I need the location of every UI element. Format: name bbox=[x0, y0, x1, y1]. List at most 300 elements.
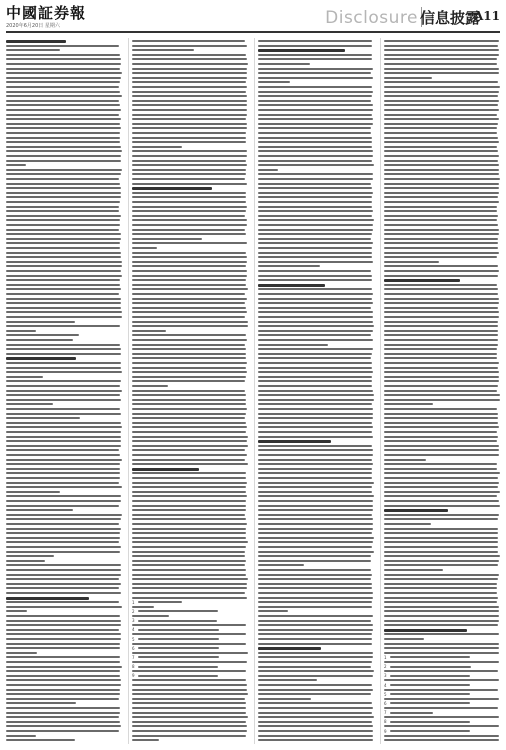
text-line bbox=[132, 739, 159, 741]
paragraph-heading bbox=[6, 597, 89, 600]
text-line bbox=[384, 569, 443, 571]
section-name-chinese: 信息披露 bbox=[419, 9, 480, 27]
text-line bbox=[132, 408, 247, 410]
text-line bbox=[132, 587, 247, 589]
text-line bbox=[384, 537, 498, 539]
text-line bbox=[6, 183, 120, 185]
text-line bbox=[384, 482, 499, 484]
text-line bbox=[258, 86, 372, 88]
text-line bbox=[390, 702, 470, 704]
text-line bbox=[132, 615, 169, 617]
text-line bbox=[6, 730, 119, 732]
text-line bbox=[384, 597, 498, 599]
newspaper-logo: 中國証券報 bbox=[6, 4, 87, 22]
text-line bbox=[132, 482, 247, 484]
text-line bbox=[384, 546, 498, 548]
text-line bbox=[384, 564, 498, 566]
text-line bbox=[258, 459, 372, 461]
text-line bbox=[132, 698, 245, 700]
text-line bbox=[384, 288, 498, 290]
text-line bbox=[6, 684, 121, 686]
text-line bbox=[258, 114, 372, 116]
text-line bbox=[132, 560, 246, 562]
text-line bbox=[6, 436, 121, 438]
text-line bbox=[6, 394, 120, 396]
text-line bbox=[6, 426, 122, 428]
text-line bbox=[132, 137, 246, 139]
text-line bbox=[384, 390, 497, 392]
text-line bbox=[384, 592, 497, 594]
text-line bbox=[258, 449, 373, 451]
text-line bbox=[132, 279, 246, 281]
text-line bbox=[258, 376, 372, 378]
text-line bbox=[132, 192, 246, 194]
text-line bbox=[6, 739, 75, 741]
text-line bbox=[6, 229, 119, 231]
text-line bbox=[384, 146, 497, 148]
text-line bbox=[132, 477, 246, 479]
text-line bbox=[258, 537, 374, 539]
text-line bbox=[132, 150, 247, 152]
text-line bbox=[258, 58, 372, 60]
text-line bbox=[390, 656, 470, 658]
text-line bbox=[384, 114, 497, 116]
text-line bbox=[6, 629, 119, 631]
text-line bbox=[384, 403, 433, 405]
text-line bbox=[138, 675, 218, 677]
text-line bbox=[258, 219, 374, 221]
text-line bbox=[132, 445, 248, 447]
text-line bbox=[384, 587, 497, 589]
text-line bbox=[6, 417, 80, 419]
text-line bbox=[258, 72, 371, 74]
text-line bbox=[6, 403, 53, 405]
text-line bbox=[132, 431, 246, 433]
text-line bbox=[6, 210, 119, 212]
text-line bbox=[258, 321, 373, 323]
text-line bbox=[132, 109, 247, 111]
text-line bbox=[132, 146, 182, 148]
text-line bbox=[258, 339, 373, 341]
text-line bbox=[132, 440, 247, 442]
issue-date: 2020年6月20日 星期六 bbox=[6, 23, 60, 29]
text-line bbox=[6, 155, 121, 157]
text-line bbox=[6, 505, 119, 507]
text-line bbox=[132, 702, 246, 704]
text-line bbox=[132, 463, 248, 465]
text-line bbox=[132, 160, 246, 162]
text-line bbox=[6, 325, 120, 327]
text-line bbox=[384, 357, 497, 359]
text-line bbox=[258, 95, 372, 97]
text-line bbox=[384, 242, 498, 244]
text-line bbox=[258, 560, 371, 562]
text-line bbox=[258, 206, 372, 208]
text-line bbox=[384, 325, 498, 327]
text-line bbox=[6, 196, 121, 198]
text-line bbox=[132, 707, 246, 709]
text-line bbox=[258, 514, 372, 516]
text-line bbox=[384, 307, 498, 309]
text-line bbox=[6, 578, 119, 580]
text-line bbox=[384, 348, 497, 350]
list-item-number: 4 bbox=[384, 682, 387, 688]
text-line bbox=[384, 445, 499, 447]
text-line bbox=[6, 735, 36, 737]
text-line bbox=[390, 693, 470, 695]
text-line bbox=[384, 514, 499, 516]
text-line bbox=[132, 77, 247, 79]
text-line bbox=[6, 569, 121, 571]
text-line bbox=[6, 620, 121, 622]
text-line bbox=[258, 54, 372, 56]
text-line bbox=[258, 353, 372, 355]
text-line bbox=[258, 482, 374, 484]
text-line bbox=[6, 247, 120, 249]
text-line bbox=[384, 362, 499, 364]
text-line bbox=[390, 666, 471, 668]
text-line bbox=[132, 376, 246, 378]
text-line bbox=[384, 339, 498, 341]
text-line bbox=[258, 265, 320, 267]
text-line bbox=[132, 63, 248, 65]
text-line bbox=[384, 620, 499, 622]
text-line bbox=[6, 574, 121, 576]
text-line bbox=[138, 620, 217, 622]
text-line bbox=[132, 58, 247, 60]
text-line bbox=[384, 81, 498, 83]
text-line bbox=[6, 555, 54, 557]
text-line bbox=[384, 647, 499, 649]
text-line bbox=[6, 353, 121, 355]
text-line bbox=[384, 316, 499, 318]
text-line bbox=[132, 247, 157, 249]
text-line bbox=[258, 670, 374, 672]
text-line bbox=[6, 390, 122, 392]
text-line bbox=[6, 284, 120, 286]
section-name-english: Disclosure bbox=[325, 8, 418, 28]
text-line bbox=[258, 477, 372, 479]
text-line bbox=[384, 344, 498, 346]
text-line bbox=[258, 261, 373, 263]
text-line bbox=[384, 560, 499, 562]
text-line bbox=[6, 385, 120, 387]
list-item-number: 5 bbox=[384, 691, 387, 697]
text-line bbox=[132, 449, 245, 451]
text-line bbox=[258, 132, 371, 134]
text-line bbox=[132, 104, 247, 106]
text-line bbox=[6, 399, 121, 401]
text-line bbox=[6, 72, 122, 74]
text-line bbox=[258, 500, 373, 502]
text-line bbox=[6, 137, 120, 139]
text-line bbox=[6, 330, 36, 332]
text-line bbox=[6, 380, 121, 382]
text-line bbox=[132, 730, 247, 732]
text-line bbox=[258, 587, 372, 589]
text-line bbox=[384, 178, 500, 180]
text-line bbox=[6, 670, 120, 672]
text-line bbox=[258, 583, 372, 585]
text-line bbox=[384, 247, 498, 249]
text-line bbox=[6, 638, 121, 640]
text-line bbox=[6, 652, 37, 654]
text-line bbox=[6, 132, 120, 134]
text-line bbox=[132, 486, 246, 488]
text-line bbox=[258, 238, 371, 240]
text-line bbox=[6, 316, 122, 318]
text-line bbox=[384, 652, 499, 654]
text-line bbox=[132, 661, 247, 663]
text-line bbox=[258, 739, 373, 741]
text-line bbox=[384, 454, 499, 456]
list-item-number: 2 bbox=[132, 608, 135, 614]
text-line bbox=[6, 413, 121, 415]
paragraph-heading bbox=[258, 284, 325, 287]
text-line bbox=[132, 436, 248, 438]
text-line bbox=[384, 643, 499, 645]
text-line bbox=[132, 735, 246, 737]
text-line bbox=[384, 219, 497, 221]
text-line bbox=[132, 532, 246, 534]
text-line bbox=[6, 109, 121, 111]
text-line bbox=[258, 150, 373, 152]
text-line bbox=[258, 127, 371, 129]
text-line bbox=[6, 265, 122, 267]
text-line bbox=[6, 472, 120, 474]
text-line bbox=[258, 371, 373, 373]
text-line bbox=[258, 279, 372, 281]
text-line bbox=[132, 242, 247, 244]
text-line bbox=[6, 63, 121, 65]
text-line bbox=[132, 564, 245, 566]
text-line bbox=[132, 679, 246, 681]
text-line bbox=[258, 712, 372, 714]
paragraph-heading bbox=[384, 279, 460, 282]
text-line bbox=[6, 693, 120, 695]
text-line bbox=[384, 624, 498, 626]
text-line bbox=[384, 551, 498, 553]
text-line bbox=[132, 472, 246, 474]
text-line bbox=[258, 316, 373, 318]
text-line bbox=[258, 445, 372, 447]
text-line bbox=[258, 620, 371, 622]
text-line bbox=[384, 491, 500, 493]
text-line bbox=[6, 344, 120, 346]
text-line bbox=[384, 104, 498, 106]
text-line bbox=[384, 311, 499, 313]
text-line bbox=[384, 399, 500, 401]
text-line bbox=[384, 679, 499, 681]
text-line bbox=[258, 270, 371, 272]
text-line bbox=[6, 104, 120, 106]
text-line bbox=[258, 146, 372, 148]
text-line bbox=[384, 422, 498, 424]
text-line bbox=[132, 68, 247, 70]
text-line bbox=[258, 380, 372, 382]
text-line bbox=[6, 643, 120, 645]
text-line bbox=[132, 426, 247, 428]
text-line bbox=[132, 541, 248, 543]
text-line bbox=[132, 385, 168, 387]
text-line bbox=[384, 707, 498, 709]
text-line bbox=[384, 716, 499, 718]
text-line bbox=[132, 574, 246, 576]
text-line bbox=[132, 206, 247, 208]
list-item-number: 7 bbox=[132, 654, 135, 660]
text-line bbox=[258, 689, 373, 691]
text-line bbox=[258, 275, 372, 277]
text-line bbox=[132, 334, 246, 336]
text-line bbox=[132, 422, 246, 424]
text-line bbox=[258, 597, 373, 599]
text-line bbox=[384, 187, 499, 189]
text-line bbox=[6, 601, 119, 603]
text-line bbox=[6, 702, 76, 704]
text-line bbox=[258, 666, 371, 668]
text-line bbox=[6, 321, 75, 323]
text-line bbox=[132, 606, 154, 608]
text-line bbox=[6, 518, 121, 520]
text-line bbox=[258, 463, 373, 465]
text-line bbox=[384, 164, 499, 166]
text-line bbox=[6, 141, 120, 143]
text-line bbox=[6, 459, 122, 461]
text-line bbox=[6, 592, 121, 594]
text-line bbox=[384, 615, 499, 617]
column-divider bbox=[254, 38, 255, 744]
text-line bbox=[132, 72, 247, 74]
paragraph-heading bbox=[6, 40, 66, 43]
text-line bbox=[384, 95, 498, 97]
text-line bbox=[384, 408, 497, 410]
text-line bbox=[6, 150, 122, 152]
text-line bbox=[384, 275, 498, 277]
list-item-number: 7 bbox=[384, 710, 387, 716]
text-line bbox=[258, 137, 372, 139]
text-line bbox=[132, 288, 248, 290]
text-line bbox=[258, 210, 373, 212]
text-line bbox=[258, 40, 372, 42]
text-line bbox=[132, 311, 247, 313]
text-line bbox=[384, 261, 439, 263]
text-line bbox=[6, 219, 120, 221]
text-line bbox=[258, 173, 373, 175]
list-item-number: 2 bbox=[384, 664, 387, 670]
text-line bbox=[258, 399, 374, 401]
text-line bbox=[384, 698, 499, 700]
text-line bbox=[258, 68, 373, 70]
list-item-number: 1 bbox=[132, 599, 135, 605]
text-line bbox=[132, 362, 247, 364]
text-line bbox=[384, 486, 498, 488]
text-line bbox=[6, 201, 120, 203]
text-line bbox=[258, 357, 371, 359]
text-line bbox=[6, 454, 120, 456]
text-line bbox=[132, 495, 247, 497]
text-line bbox=[138, 656, 219, 658]
text-line bbox=[132, 670, 246, 672]
text-line bbox=[6, 123, 120, 125]
text-line bbox=[132, 459, 245, 461]
text-line bbox=[384, 532, 498, 534]
text-line bbox=[132, 293, 245, 295]
text-line bbox=[384, 155, 499, 157]
text-line bbox=[6, 58, 121, 60]
text-line bbox=[6, 86, 119, 88]
text-line bbox=[6, 661, 120, 663]
text-line bbox=[384, 77, 432, 79]
text-line bbox=[258, 413, 373, 415]
text-line bbox=[6, 334, 79, 336]
text-line bbox=[258, 638, 372, 640]
text-line bbox=[132, 569, 246, 571]
text-line bbox=[384, 49, 499, 51]
list-item-number: 5 bbox=[132, 636, 135, 642]
paragraph-heading bbox=[132, 187, 212, 190]
text-line bbox=[132, 229, 245, 231]
text-line bbox=[6, 647, 120, 649]
text-line bbox=[132, 725, 247, 727]
text-line bbox=[258, 491, 372, 493]
text-line bbox=[384, 541, 498, 543]
text-line bbox=[6, 482, 119, 484]
text-line bbox=[390, 712, 433, 714]
text-line bbox=[258, 569, 371, 571]
text-line bbox=[258, 698, 311, 700]
text-line bbox=[6, 666, 122, 668]
text-line bbox=[258, 417, 373, 419]
text-line bbox=[258, 233, 372, 235]
text-line bbox=[132, 491, 246, 493]
text-line bbox=[258, 707, 373, 709]
text-line bbox=[384, 555, 500, 557]
text-line bbox=[132, 210, 246, 212]
text-line bbox=[384, 601, 497, 603]
text-line bbox=[132, 100, 247, 102]
text-line bbox=[384, 735, 499, 737]
text-line bbox=[258, 523, 373, 525]
text-line bbox=[132, 403, 246, 405]
text-line bbox=[6, 288, 121, 290]
text-line bbox=[132, 721, 246, 723]
text-line bbox=[384, 426, 499, 428]
text-line bbox=[6, 707, 120, 709]
text-line bbox=[132, 252, 246, 254]
text-line bbox=[132, 330, 166, 332]
text-line bbox=[132, 689, 247, 691]
text-line bbox=[258, 348, 373, 350]
text-line bbox=[384, 206, 497, 208]
text-line bbox=[132, 233, 246, 235]
text-line bbox=[132, 578, 248, 580]
text-line bbox=[6, 606, 122, 608]
text-line bbox=[384, 380, 499, 382]
text-line bbox=[6, 77, 121, 79]
text-line bbox=[6, 224, 120, 226]
paragraph-heading bbox=[258, 49, 345, 52]
text-line bbox=[384, 229, 499, 231]
text-line bbox=[384, 321, 498, 323]
text-line bbox=[384, 256, 497, 258]
text-line bbox=[258, 551, 374, 553]
text-line bbox=[6, 307, 121, 309]
text-line bbox=[384, 137, 498, 139]
text-line bbox=[258, 735, 373, 737]
text-line bbox=[390, 730, 470, 732]
text-line bbox=[258, 509, 373, 511]
text-line bbox=[132, 316, 245, 318]
